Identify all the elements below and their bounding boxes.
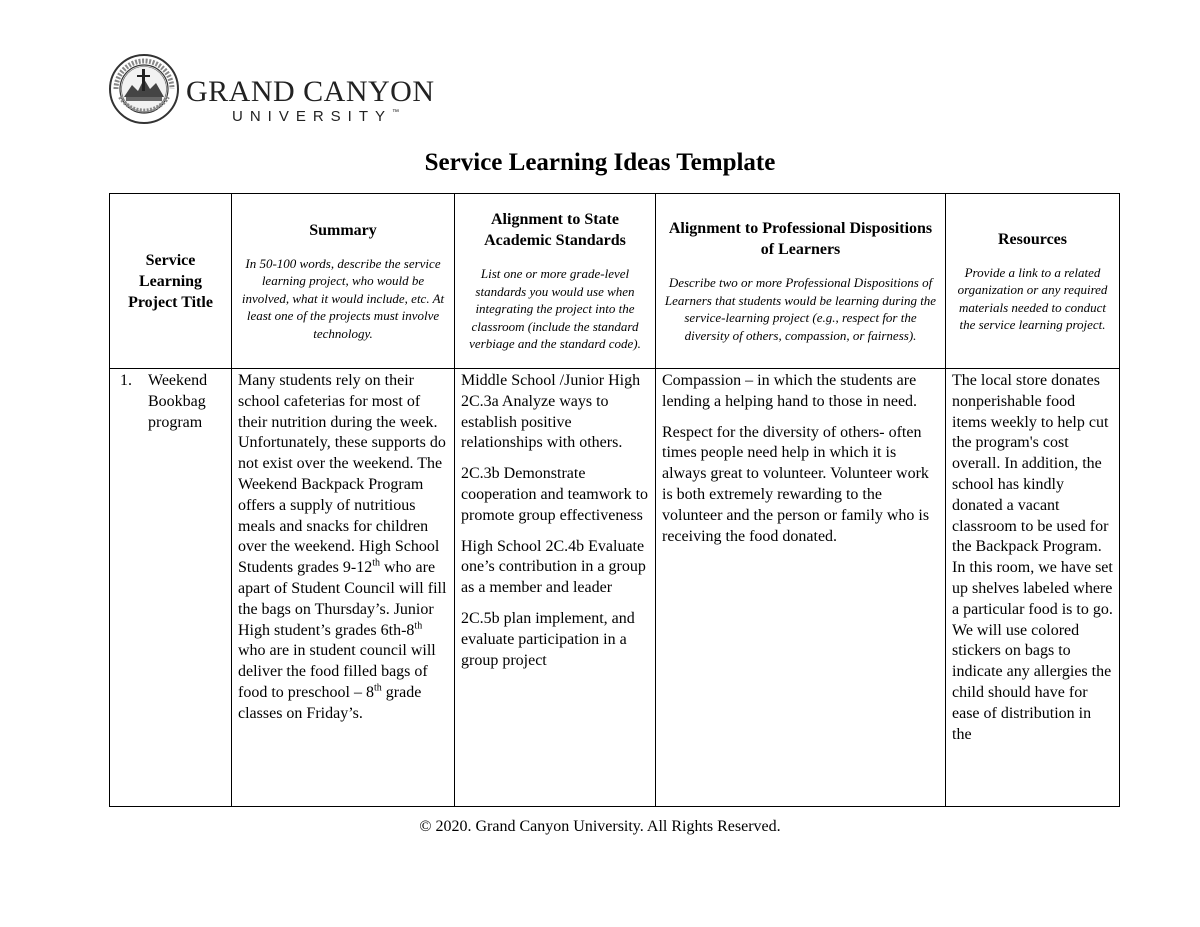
header-resources: Resources Provide a link to a related organization or any required materials needed to conduct the service learning project. <box>946 194 1120 369</box>
header-dispositions: Alignment to Professional Dispositions of Learners Describe two or more Professional Dispositions of Learners that students would be learning during the service-learning project (e.g., respect for the diversity of others, compassion, or fairness). <box>656 194 946 369</box>
table-header-row <box>110 194 1120 369</box>
header-state-standards: Alignment to State Academic Standards List one or more grade-level standards you would use when integrating the project into the classroom (include the standard verbiage and the standard code). <box>455 194 656 369</box>
resources-text: The local store donates nonperishable food items weekly to help cut the program's cost overall. In addition, the school has kindly donated a vacant classroom to be used for the Backpack Program. In this room, we have set up shelves labeled where a particular food is to go. We will use colored stickers on bags to indicate any allergies the child should have for ease of distribution in the <box>952 372 1113 743</box>
standard-item: 2C.3b Demonstrate cooperation and teamwork to promote group effectiveness <box>461 465 649 524</box>
header-project-title: Service Learning Project Title <box>110 194 232 369</box>
university-name: GRAND CANYON <box>186 75 435 108</box>
cell-resources <box>946 369 1120 807</box>
standard-item: High School 2C.4b Evaluate one’s contribution in a group as a member and leader <box>461 537 646 597</box>
document-title: Service Learning Ideas Template <box>424 149 776 176</box>
cell-dispositions <box>656 369 946 807</box>
copyright-footer: © 2020. Grand Canyon University. All Rights Reserved. <box>419 818 781 835</box>
standard-item: 2C.5b plan implement, and evaluate participation in a group project <box>461 609 635 669</box>
cell-project-title <box>110 369 232 807</box>
university-subname: UNIVERSITY™ <box>232 108 400 125</box>
cell-summary <box>232 369 455 807</box>
project-title-text: Weekend Bookbag program <box>148 372 208 431</box>
table-row <box>110 369 1120 807</box>
disposition-item: Respect for the diversity of others- often times people need help in which it is always great to volunteer. Volunteer work is both extremely rewarding to the volunteer and the person or family who is receiving the food donated. <box>662 423 930 545</box>
service-learning-table <box>109 193 1120 807</box>
list-number: 1. <box>120 372 132 389</box>
header-summary: Summary In 50-100 words, describe the service learning project, who would be involved, what it would include, etc. At least one of the projects must involve technology. <box>232 194 455 369</box>
standard-item: Middle School /Junior High 2C.3a Analyze ways to establish positive relationships with others. <box>461 372 641 452</box>
cell-state-standards <box>455 369 656 807</box>
summary-text: Many students rely on their school cafeterias for most of their nutrition during the week. Unfortunately, these supports do not exist over the weekend. The Weekend Backpack Program offers a supply of nutritious meals and snacks for children over the weekend. High School Students grades 9-12th who are apart of Student Council will fill the bags on Thursday’s. Junior High student’s grades 6th-8th who are in student council will deliver the food filled bags of food to preschool – 8th grade classes on Friday’s. <box>238 372 447 722</box>
university-logo <box>108 53 438 127</box>
disposition-item: Compassion – in which the students are lending a helping hand to those in need. <box>662 372 918 410</box>
university-seal-icon <box>108 53 180 125</box>
